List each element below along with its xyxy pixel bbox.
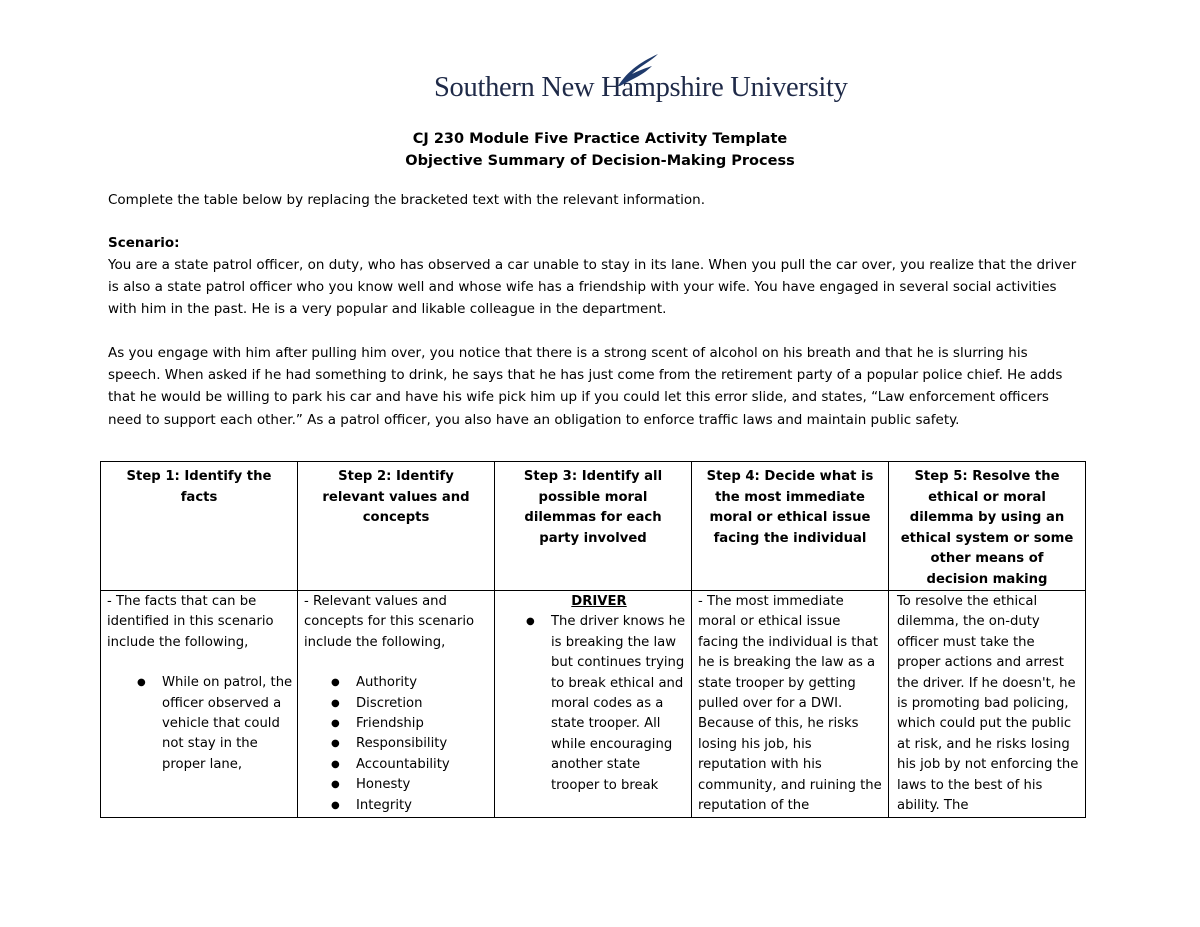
step3-list — [501, 612, 687, 796]
instructions: Complete the table below by replacing the bracketed text with the relevant information. — [108, 192, 705, 208]
document-title: CJ 230 Module Five Practice Activity Template — [412, 131, 788, 147]
list-item: ● Accountability — [304, 755, 490, 775]
cell-step5 — [889, 591, 1086, 818]
cell-step4 — [692, 591, 889, 818]
party-driver-label: DRIVER — [571, 594, 627, 609]
header-cell-step3: Step 3: Identify all possible moral dilemmas for each party involved — [495, 462, 692, 591]
step4-text: - The most immediate moral or ethical issue facing the individual is that he is breaking the law as a state trooper by getting pulled over for a DWI. Because of this, he risks losing his job, his reputation with his community, and ruining the reputation of the — [698, 594, 882, 814]
scenario-label: Scenario: — [108, 235, 180, 251]
university-name: Southern New Hampshire University — [434, 72, 848, 103]
document-titles — [0, 128, 1200, 172]
list-item: ● While on patrol, the officer observed a vehicle that could not stay in the proper lane, — [107, 673, 293, 775]
scenario-paragraph-1: You are a state patrol officer, on duty, who has observed a car unable to stay in its lane. When you pull the car over, you realize that the driver is also a state patrol officer who you know well and whose wife has a friendship with your wife. You have engaged in several social activities with him in the past. He is a very popular and likable colleague in the department. — [108, 257, 1077, 318]
list-item: ● Friendship — [304, 714, 490, 734]
header-cell-step1: Step 1: Identify the facts — [101, 462, 298, 591]
header-cell-step2: Step 2: Identify relevant values and concepts — [298, 462, 495, 591]
scenario-paragraph-2: As you engage with him after pulling him over, you notice that there is a strong scent of alcohol on his breath and that he is slurring his speech. When asked if he had something to drink, he says that he has just come from the retirement party of a popular police chief. He adds that he would be willing to park his car and have his wife pick him up if you could let this error slide, and states, “Law enforcement officers need to support each other.” As a patrol officer, you also have an obligation to enforce traffic laws and maintain public safety. — [108, 345, 1063, 428]
list-item: ● Responsibility — [304, 734, 490, 754]
list-item: ● Authority — [304, 673, 490, 693]
step5-text: To resolve the ethical dilemma, the on-duty officer must take the proper actions and arrest the driver. If he doesn't, he is promoting bad policing, which could put the public at risk, and he risks losing his job by not enforcing the laws to the best of his ability. The — [897, 594, 1079, 814]
university-logo — [434, 58, 848, 108]
step1-intro: - The facts that can be identified in this scenario include the following, — [107, 594, 274, 650]
table-row — [101, 591, 1086, 818]
table-header-row — [101, 462, 1086, 591]
step2-list — [304, 673, 490, 816]
cell-step1 — [101, 591, 298, 818]
document-subtitle: Objective Summary of Decision-Making Process — [405, 153, 795, 169]
step1-list — [107, 673, 293, 775]
list-item: ● Integrity — [304, 796, 490, 816]
quill-icon — [614, 52, 660, 88]
header-cell-step4: Step 4: Decide what is the most immediate moral or ethical issue facing the individual — [692, 462, 889, 591]
decision-table — [100, 461, 1086, 818]
list-item: ● Discretion — [304, 694, 490, 714]
header-cell-step5: Step 5: Resolve the ethical or moral dilemma by using an ethical system or some other means of decision making — [889, 462, 1086, 591]
step2-intro: - Relevant values and concepts for this scenario include the following, — [304, 594, 475, 650]
cell-step2 — [298, 591, 495, 818]
list-item: ● The driver knows he is breaking the law but continues trying to break ethical and moral codes as a state trooper. All while encouraging another state trooper to break — [501, 612, 687, 796]
list-item: ● Honesty — [304, 775, 490, 795]
cell-step3 — [495, 591, 692, 818]
